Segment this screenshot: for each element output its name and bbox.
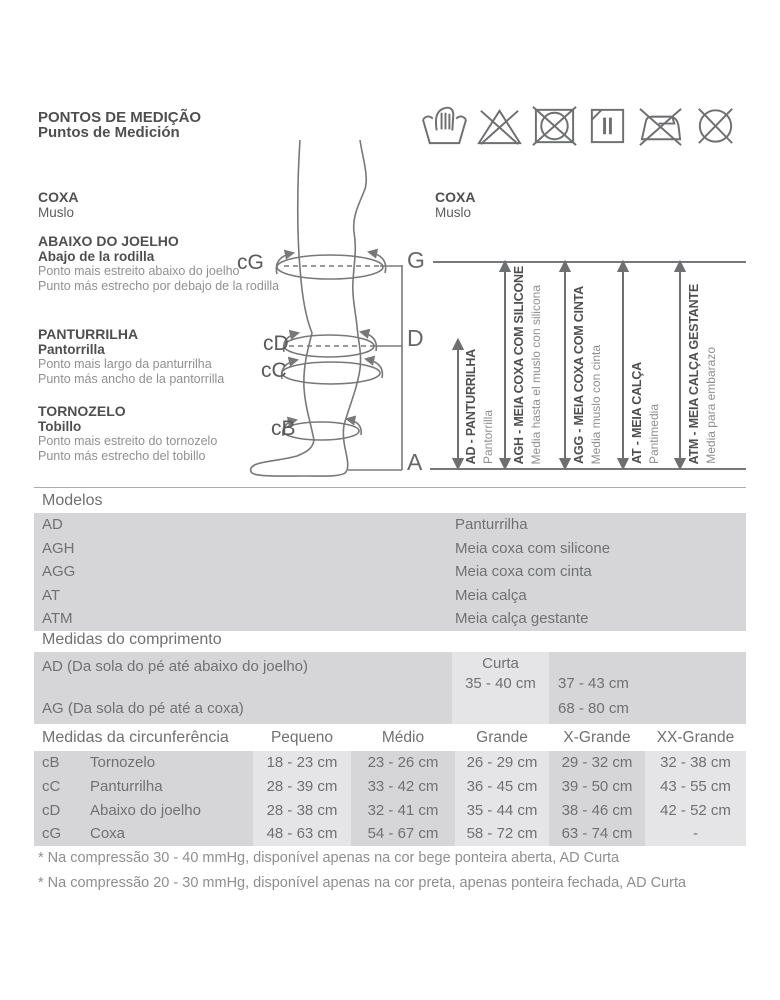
arrow-label-at: AT - MEIA CALÇA Pantimedia [630,362,661,464]
axis-G: G [407,247,425,273]
arrow-label-ad: AD - PANTURRILHA Pantorrilla [464,348,495,464]
footnote-1: * Na compressão 30 - 40 mmHg, disponível apenas na cor bege ponteira aberta, AD Curta [38,850,620,866]
length-table [34,652,746,724]
table-row-cb: cB Tornozelo 18 - 23 cm 23 - 26 cm 26 - 29 cm 29 - 32 cm 32 - 38 cm [42,754,731,771]
title-es: Puntos de Medición [38,124,180,141]
coxa-title: COXA [38,189,79,205]
table-row: AGH Meia coxa com silicone [42,539,611,557]
arrow-label-agg: AGG - MEIA COXA COM CINTA Media muslo con cinta [572,286,603,464]
table-row: AGG Meia coxa com cinta [42,563,592,581]
label-panturrilha: PANTURRILHA Pantorrilla Ponto mais largo da panturrilha Punto más ancho de la pantorrilla [38,326,225,386]
arrow-label-agh: AGH - MEIA COXA COM SILICONE Media hasta el muslo con silicona [512,265,543,464]
footnote-2: * Na compressão 20 - 30 mmHg, disponível apenas na cor preta, apenas ponteira fechada, AD Curta [38,875,687,891]
length-row-ag: AG (Da sola do pé até a coxa) [42,700,244,717]
models-header: Modelos [42,492,103,509]
label-coxa-right: COXA Muslo [435,189,476,220]
axis-D: D [407,325,424,351]
curta-value: 35 - 40 cm [465,675,536,692]
coxa-sub: Muslo [38,205,75,220]
point-cB: cB [271,417,296,440]
table-row: ATM Meia calça gestante [42,610,589,628]
divider [34,487,746,488]
point-cC: cC [261,359,287,382]
length-header: Medidas do comprimento [42,631,222,648]
size-col-grande: Grande [476,729,528,746]
circumference-header: Medidas da circunferência [42,729,229,746]
title-pt: PONTOS DE MEDIÇÃO [38,109,202,126]
ellipse-cC [282,362,380,384]
point-cG: cG [237,251,264,274]
table-row-cg: cG Coxa 48 - 63 cm 54 - 67 cm 58 - 72 cm 63 - 74 cm - [42,825,698,843]
axis-A: A [407,449,423,475]
length-value-ag: 68 - 80 cm [558,700,629,717]
table-row: AD Panturrilha [42,516,528,533]
point-cD: cD [263,332,289,355]
table-row-cc: cC Panturrilha 28 - 39 cm 33 - 42 cm 36 - 45 cm 39 - 50 cm 43 - 55 cm [42,777,731,795]
circumference-table [34,751,746,846]
size-col-pequeno: Pequeno [270,729,334,746]
label-tornozelo: TORNOZELO Tobillo Ponto mais estreito do tornozelo Punto más estrecho del tobillo [38,403,218,463]
models-table [34,513,746,631]
size-col-medio: Médio [381,729,425,746]
arrow-label-atm: ATM - MEIA CALÇA GESTANTE Media para embarazo [687,283,718,464]
table-row-cd: cD Abaixo do joelho 28 - 38 cm 32 - 41 cm 35 - 44 cm 38 - 46 cm 42 - 52 cm [42,801,731,819]
size-col-xgrande: X-Grande [563,729,631,746]
label-abaixo-joelho: ABAIXO DO JOELHO Abajo de la rodilla Ponto mais estreito abaixo do joelho Punto más estrecho por debajo de la rodilla [38,233,280,293]
size-col-xxgrande: XX-Grande [656,729,735,746]
curta-title: Curta [482,655,519,672]
ellipse-cG [277,255,383,279]
length-value-ad: 37 - 43 cm [558,675,629,692]
length-row-ad: AD (Da sola do pé até abaixo do joelho) [42,658,309,675]
table-row: AT Meia calça [42,586,527,604]
